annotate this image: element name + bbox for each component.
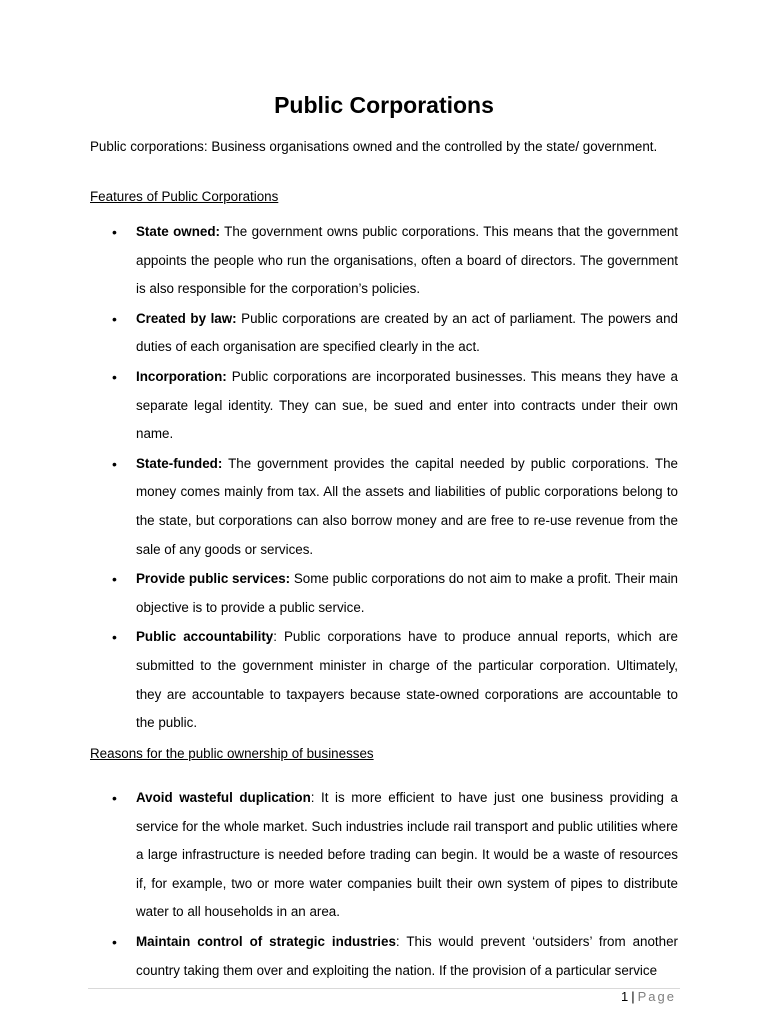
list-item bbox=[90, 623, 678, 737]
list-item-term: Created by law: bbox=[136, 310, 237, 326]
section-heading-features: Features of Public Corporations bbox=[90, 189, 279, 204]
list-item bbox=[90, 784, 678, 927]
list-item bbox=[90, 363, 678, 449]
footer-divider bbox=[88, 988, 680, 989]
list-item-term: Maintain control of strategic industries bbox=[136, 933, 396, 949]
list-item-term: Public accountability bbox=[136, 629, 274, 645]
list-item-text: The government owns public corporations. This means that the government appoints the people who run the organisations, often a board of directors. The government is also responsible for the corporation’s policies. bbox=[136, 224, 678, 297]
bullet-icon: • bbox=[112, 455, 117, 472]
page-label: Page bbox=[637, 989, 676, 1004]
list-item bbox=[90, 565, 678, 622]
bullet-icon: • bbox=[112, 571, 117, 588]
list-item-text: : Public corporations have to produce annual reports, which are submitted to the government minister in charge of the particular corporation. Ultimately, they are accountable to taxpayers because state-owned corporations are accountable to the public. bbox=[136, 629, 679, 731]
bullet-icon: • bbox=[112, 790, 117, 806]
list-item-text: Public corporations are created by an act of parliament. The powers and duties of each organisation are specified clearly in the act. bbox=[136, 310, 678, 355]
bullet-icon: • bbox=[112, 368, 117, 385]
list-item-term: Provide public services: bbox=[136, 571, 291, 587]
list-item bbox=[90, 450, 678, 564]
page-number: 1 bbox=[621, 989, 629, 1004]
section-heading-reasons: Reasons for the public ownership of businesses bbox=[90, 746, 374, 761]
page-footer bbox=[621, 989, 676, 1004]
intro-paragraph: Public corporations: Business organisations owned and the controlled by the state/ government. bbox=[90, 139, 658, 154]
bullet-icon: • bbox=[112, 629, 117, 646]
list-item bbox=[90, 218, 678, 304]
list-item-term: Avoid wasteful duplication bbox=[136, 790, 311, 805]
list-item-text: : It is more efficient to have just one business providing a service for the whole market. Such industries include rail transport and public utilities where a large infrastructure is needed before trading can begin. It would be a waste of resources if, for example, two or more water companies built their own system of pipes to distribute water to all households in an area. bbox=[136, 790, 678, 920]
list-item-term: State-funded: bbox=[136, 455, 223, 471]
list-item-text: : This would prevent ‘outsiders’ from another country taking them over and exploiting the nation. If the provision of a particular service bbox=[136, 933, 679, 978]
list-item-term: Incorporation: bbox=[136, 368, 227, 384]
list-item-text: The government provides the capital needed by public corporations. The money comes mainly from tax. All the assets and liabilities of public corporations belong to the state, but corporations can also borrow money and are free to re-use revenue from the sale of any goods or services. bbox=[136, 455, 678, 557]
list-item bbox=[90, 928, 678, 985]
list-item-text: Some public corporations do not aim to make a profit. Their main objective is to provide a public service. bbox=[136, 571, 678, 615]
list-item bbox=[90, 305, 678, 362]
bullet-icon: • bbox=[112, 310, 117, 327]
bullet-icon: • bbox=[112, 224, 117, 240]
list-item-term: State owned: bbox=[136, 224, 220, 239]
reasons-list bbox=[90, 784, 678, 986]
footer-separator: | bbox=[631, 989, 635, 1004]
features-list bbox=[90, 218, 678, 739]
bullet-icon: • bbox=[112, 933, 117, 950]
page-title: Public Corporations bbox=[274, 92, 494, 118]
list-item-text: Public corporations are incorporated businesses. This means they have a separate legal identity. They can sue, be sued and enter into contracts under their own name. bbox=[136, 368, 678, 442]
